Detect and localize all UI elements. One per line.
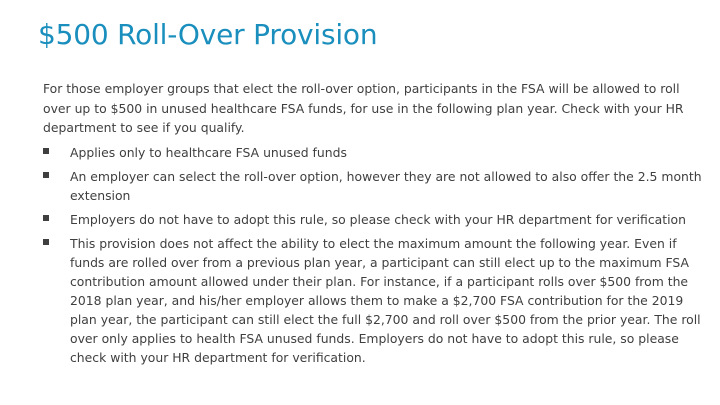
square-bullet-icon bbox=[43, 215, 49, 221]
bullet-text: Employers do not have to adopt this rule, so please check with your HR department for verification bbox=[70, 212, 686, 227]
bullet-text: An employer can select the roll-over option, however they are not allowed to also offer the 2.5 month extension bbox=[70, 169, 702, 203]
slide-title: $500 Roll-Over Provision bbox=[38, 18, 378, 51]
square-bullet-icon bbox=[43, 172, 49, 178]
square-bullet-icon bbox=[43, 148, 49, 154]
bullet-item bbox=[43, 167, 703, 205]
bullet-text: This provision does not affect the ability to elect the maximum amount the following year. Even if funds are rolled over from a previous plan year, a participant can still elect up to the maximum FSA contribution amount allowed under their plan. For instance, if a participant rolls over $500 from the 2018 plan year, and his/her employer allows them to make a $2,700 FSA contribution for the 2019 plan year, the participant can still elect the full $2,700 and roll over $500 from the prior year. The roll over only applies to health FSA unused funds. Employers do not have to adopt this rule, so please check with your HR department for verification. bbox=[70, 236, 701, 365]
bullet-text: Applies only to healthcare FSA unused funds bbox=[70, 145, 347, 160]
bullet-item bbox=[43, 234, 703, 367]
bullet-item bbox=[43, 143, 703, 162]
bullet-item bbox=[43, 210, 703, 229]
square-bullet-icon bbox=[43, 239, 49, 245]
bullet-list bbox=[43, 143, 703, 372]
intro-paragraph: For those employer groups that elect the roll-over option, participants in the FSA will be allowed to roll over up to $500 in unused healthcare FSA funds, for use in the following plan year. Check with your HR department to see if you qualify. bbox=[43, 81, 684, 135]
